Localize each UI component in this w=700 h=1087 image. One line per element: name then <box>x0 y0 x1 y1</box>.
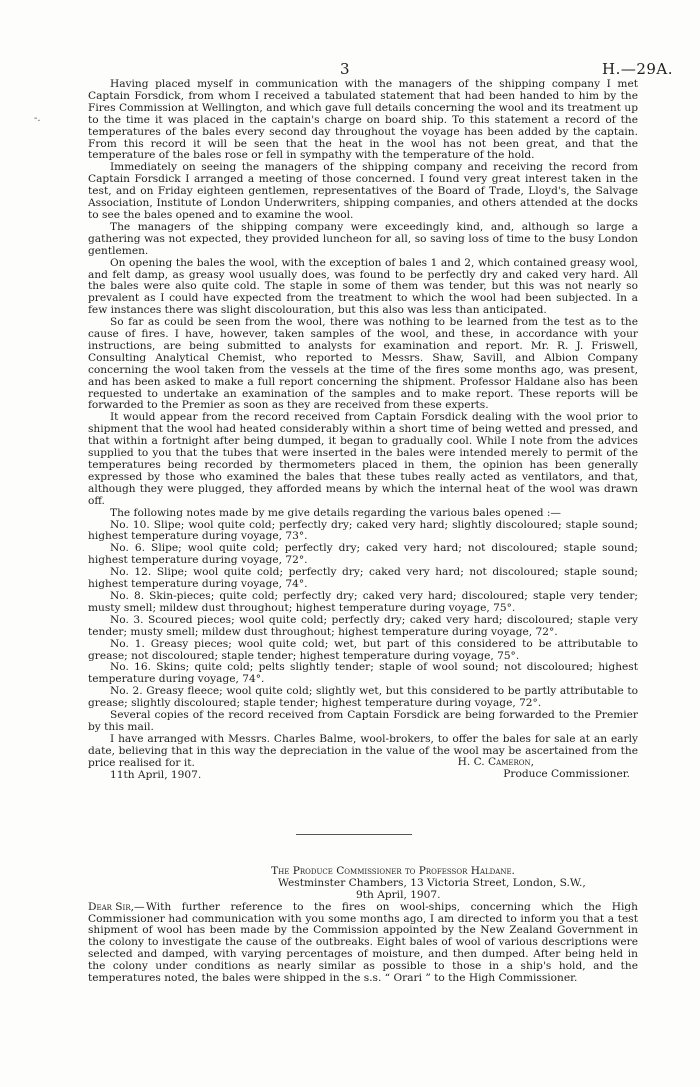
letter <box>88 866 638 985</box>
paragraph: Immediately on seeing the managers of the shipping company and receiving the record from Captain Forsdick I arranged a meeting of those concerned. I found very great interest taken in the test, and on Friday eighteen gentlemen, representatives of the Board of Trade, Lloyd's, the Salvage Association, Institute of London Underwriters, shipping companies, and others attended at the docks to see the bales opened and to examine the wool. <box>88 161 638 221</box>
bale-note: No. 1. Greasy pieces; wool quite cold; wet, but part of this considered to be attributable to grease; not discoloured; staple tender; highest temperature during voyage, 75°. <box>88 637 638 662</box>
document-reference: H.—29A. <box>602 60 674 78</box>
page-number: 3 <box>340 60 350 78</box>
paragraph: The managers of the shipping company were exceedingly kind, and, although so large a gathering was not expected, they provided luncheon for all, so saving loss of time to the busy London gentlemen. <box>88 220 638 257</box>
paragraph: Several copies of the record received from Captain Forsdick are being forwarded to the Premier by this mail. <box>88 709 638 733</box>
bale-note: No. 12. Slipe; wool quite cold; perfectly dry; caked very hard; not discoloured; staple sound; highest temperature during voyage, 74°. <box>88 566 638 591</box>
paragraph: So far as could be seen from the wool, there was nothing to be learned from the test as to the cause of fires. I have, however, taken samples of the wool, and these, in accordance with your instructions, are being submitted to analysts for examination and report. Mr. R. J. Friswell, Consulting Analytical Chemist, who reported to Messrs. Shaw, Savill, and Albion Company concerning the wool taken from the vessels at the time of the fires some months ago, was present, and has been asked to make a full report concerning the shipment. Professor Haldane also has been requested to undertake an examination of the samples and to make report. These reports will be forwarded to the Premier as soon as they are received from these experts. <box>88 316 638 412</box>
margin-mark: -. <box>34 113 41 124</box>
signature-name: H. C. Cameron, <box>457 756 534 769</box>
bale-note: No. 10. Slipe; wool quite cold; perfectly dry; caked very hard; slightly discoloured; staple sound; highest temperature during voyage, 73°. <box>88 518 638 543</box>
signature-title: Produce Commissioner. <box>503 768 630 781</box>
bale-note: No. 3. Scoured pieces; wool quite cold; perfectly dry; caked very hard; discoloured; staple very tender; musty smell; mildew dust throughout; highest temperature during voyage, 72°. <box>88 613 638 638</box>
letter-body: With further reference to the fires on wool-ships, concerning which the High Commissioner had communication with you some months ago, I am directed to inform you that a test shipment of wool has been made by the Commission appointed by the New Zealand Government in the colony to investigate the cause of the outbreaks. Eight bales of wool of various descriptions were selected and damped, with varying percentages of moisture, and then dumped. After being held in the colony under conditions as nearly similar as possible to those in a ship's hold, and the temperatures noted, the bales were shipped in the s.s. “ Orari ” to the High Commissioner. <box>88 900 638 985</box>
letter-address: Westminster Chambers, 13 Victoria Street, London, S.W., <box>278 876 586 889</box>
bale-note: No. 16. Skins; quite cold; pelts slightly tender; staple of wool sound; not discoloured; highest temperature during voyage, 74°. <box>88 661 638 686</box>
paragraph: Having placed myself in communication with the managers of the shipping company I met Captain Forsdick, from whom I received a tabulated statement that had been handed to him by the Fires Commission at Wellington, and which gave full details concerning the wool and its treatment up to the time it was placed in the captain's charge on board ship. To this statement a record of the temperatures of the bales every second day throughout the voyage has been added by the captain. From this record it will be seen that the heat in the wool has not been great, and that the temperature of the bales rose or fell in sympathy with the temperature of the hold. <box>88 78 638 162</box>
bale-note: No. 8. Skin-pieces; quite cold; perfectly dry; caked very hard; discoloured; staple very tender; musty smell; mildew dust throughout; highest temperature during voyage, 75°. <box>88 589 638 614</box>
report-body <box>88 79 638 781</box>
paragraph: I have arranged with Messrs. Charles Balme, wool-brokers, to offer the bales for sale at an early date, believing that in this way the depreciation in the value of the wool may be ascertained from the price realised for it. <box>88 732 638 769</box>
paragraph: The following notes made by me give details regarding the various bales opened :— <box>110 506 562 519</box>
paragraph: On opening the bales the wool, with the exception of bales 1 and 2, which contained greasy wool, and felt damp, as greasy wool usually does, was found to be perfectly dry and caked very hard. All the bales were also quite cold. The staple in some of them was tender, but this was not nearly so prevalent as I could have expected from the treatment to which the wool had been subjected. In a few instances there was slight discolouration, but this also was less than anticipated. <box>88 256 638 317</box>
letter-date: 9th April, 1907. <box>356 888 441 901</box>
paragraph: It would appear from the record received from Captain Forsdick dealing with the wool prior to shipment that the wool had heated considerably within a short time of being wetted and pressed, and that within a fortnight after being dumped, it began to gradually cool. While I note from the advices supplied to you that the tubes that were inserted in the bales were intended merely to permit of the temperatures being recorded by thermometers placed in them, the opinion has been generally expressed by those who examined the bales that these tubes really acted as ventilators, and that, although they were plugged, they afforded means by which the internal heat of the wool was drawn off. <box>88 411 638 507</box>
letter-heading: The Produce Commissioner to Professor Haldane. <box>271 865 515 877</box>
signature-date: 11th April, 1907. <box>110 768 202 781</box>
bale-note: No. 2. Greasy fleece; wool quite cold; slightly wet, but this considered to be partly attributable to grease; slightly discoloured; staple tender; highest temperature during voyage, 72°. <box>88 685 638 710</box>
bale-note: No. 6. Slipe; wool quite cold; perfectly dry; caked very hard; not discoloured; staple sound; highest temperature during voyage, 72°. <box>88 542 638 567</box>
section-divider <box>296 834 412 835</box>
letter-salutation: Dear Sir,— <box>88 900 145 913</box>
